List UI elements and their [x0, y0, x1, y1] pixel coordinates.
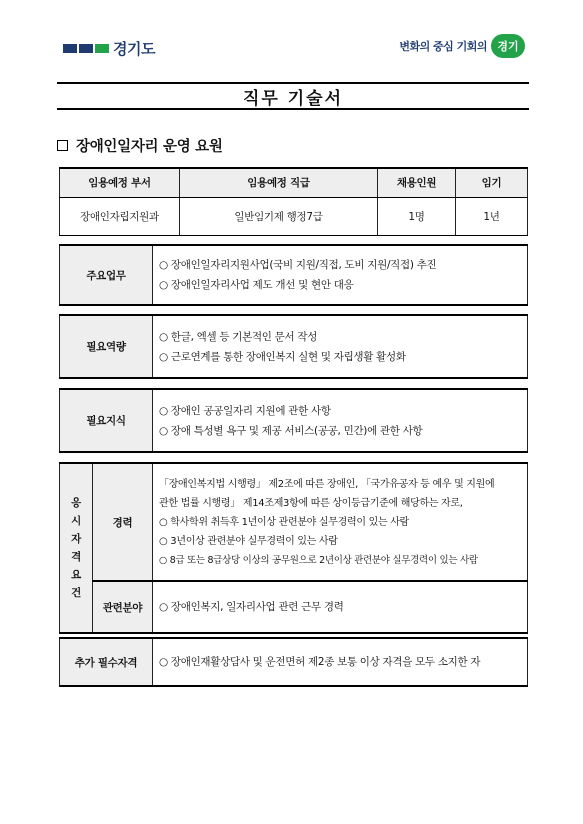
cell-department: 장애인자립지원과 — [60, 197, 180, 235]
experience-row — [60, 463, 528, 581]
requirements-label-char: 요 — [71, 569, 81, 581]
cell-headcount: 1명 — [378, 197, 456, 235]
additional-content: ○ 장애인재활상담사 및 운전면허 제2종 보통 이상 자격을 모두 소지한 자 — [153, 638, 528, 686]
additional-row — [60, 638, 528, 686]
knowledge-item: ○ 장애인 공공일자리 지원에 관한 사항 — [159, 404, 331, 417]
competencies-item: ○ 근로연계를 통한 장애인복지 실현 및 자립생활 활성화 — [159, 350, 406, 363]
slogan-badge: 경기 — [491, 34, 525, 58]
main-duties-table — [59, 244, 528, 306]
requirements-label-char: 응 — [71, 497, 81, 509]
hiring-table — [59, 167, 528, 236]
main-duties-row — [60, 245, 528, 305]
requirements-label-char: 격 — [71, 551, 81, 563]
gyeonggi-logo — [63, 38, 155, 59]
competencies-table — [59, 314, 528, 379]
knowledge-content — [153, 389, 528, 452]
slogan-logo — [399, 34, 525, 58]
main-duties-item: ○ 장애인일자리지원사업(국비 지원/직접, 도비 지원/직접) 추진 — [159, 259, 437, 271]
experience-line: ○ 3년이상 관련분야 실무경력이 있는 사람 — [159, 535, 338, 547]
header-grade: 임용예정 직급 — [180, 168, 378, 197]
header-department: 임용예정 부서 — [60, 168, 180, 197]
competencies-item: ○ 한글, 엑셀 등 기본적인 문서 작성 — [159, 330, 318, 343]
section-heading — [57, 135, 223, 156]
competencies-row — [60, 315, 528, 378]
hiring-table-header-row — [60, 168, 528, 197]
cell-grade: 일반임기제 행정7급 — [180, 197, 378, 235]
main-duties-item: ○ 장애인일자리사업 제도 개선 및 현안 대응 — [159, 279, 354, 291]
field-label: 관련분야 — [93, 581, 153, 633]
requirements-label-char: 자 — [71, 533, 81, 545]
knowledge-table — [59, 388, 528, 453]
logo-text: 경기도 — [113, 40, 155, 58]
competencies-content — [153, 315, 528, 378]
doc-title-band — [57, 82, 529, 110]
main-duties-content — [153, 245, 528, 305]
knowledge-item: ○ 장애 특성별 욕구 및 제공 서비스(공공, 민간)에 관한 사항 — [159, 424, 423, 437]
cell-term: 1년 — [456, 197, 528, 235]
hiring-table-row — [60, 197, 528, 235]
header-term: 임기 — [456, 168, 528, 197]
doc-title: 직무 기술서 — [242, 88, 344, 109]
header-headcount: 채용인원 — [378, 168, 456, 197]
field-content: ○ 장애인복지, 일자리사업 관련 근무 경력 — [153, 581, 528, 633]
knowledge-row — [60, 389, 528, 452]
experience-line: ○ 8급 또는 8급상당 이상의 공무원으로 2년이상 관련분야 실무경력이 있는 사람 — [159, 554, 478, 566]
additional-table — [59, 637, 528, 687]
logo-mark-icon — [63, 44, 109, 53]
header — [57, 30, 529, 70]
slogan-text: 변화의 중심 기회의 — [399, 40, 487, 53]
field-row — [60, 581, 528, 633]
experience-line: 관한 법률 시행령」 제14조제3항에 따른 상이등급기준에 해당하는 자로, — [159, 497, 463, 509]
experience-line: ○ 학사학위 취득후 1년이상 관련분야 실무경력이 있는 사람 — [159, 516, 409, 528]
experience-content — [153, 463, 528, 581]
experience-label: 경력 — [93, 463, 153, 581]
section-title: 장애인일자리 운영 요원 — [76, 139, 223, 155]
competencies-label: 필요역량 — [60, 315, 153, 378]
main-duties-label: 주요업무 — [60, 245, 153, 305]
requirements-label — [60, 463, 93, 633]
checkbox-square-icon — [57, 140, 68, 151]
requirements-label-char: 건 — [71, 587, 81, 599]
experience-line: 「장애인복지법 시행령」 제2조에 따른 장애인, 「국가유공자 등 예우 및 지원에 — [159, 478, 495, 490]
requirements-table — [59, 462, 528, 634]
requirements-label-char: 시 — [71, 515, 81, 527]
additional-label: 추가 필수자격 — [60, 638, 153, 686]
knowledge-label: 필요지식 — [60, 389, 153, 452]
